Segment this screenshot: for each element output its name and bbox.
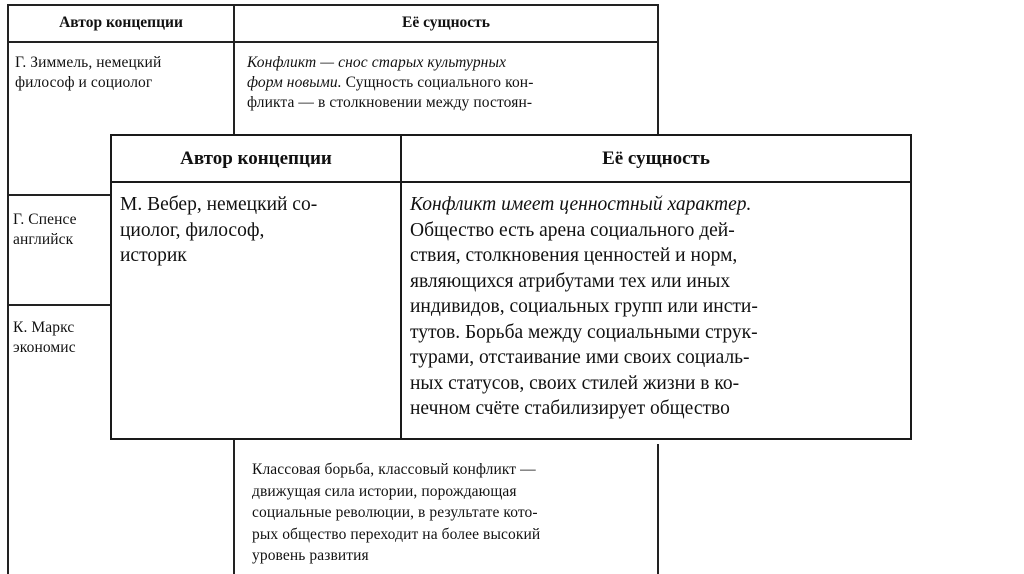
overlay-header-essence: Её сущность	[602, 148, 710, 169]
header-essence: Её сущность	[402, 14, 490, 31]
header-author: Автор концепции	[59, 14, 183, 31]
row3-author: К. Маркс экономис	[13, 319, 76, 356]
row2-author: Г. Спенсе английск	[13, 211, 77, 248]
header-divider	[7, 41, 659, 43]
table-border-right-lower	[657, 444, 659, 574]
row3-essence: Классовая борьба, классовый конфликт — движущая сила истории, порождающая социальные революции, в результате кото- рых общество переходит на более высокий уровень развития	[252, 461, 541, 564]
row1-author: Г. Зиммель, немецкий философ и социолог	[15, 54, 162, 91]
overlay-header-author: Автор концепции	[180, 148, 332, 169]
overlay-essence-cell: Конфликт имеет ценностный характер. Общество есть арена социального дей- ствия, столкновения ценностей и норм, являющихся атрибутами тех или иных индивидов, социальных групп или инсти- тутов. Борьба между социальными струк- турами, отстаивание ими своих социаль- ных статусов, своих стилей жизни в ко- нечном счёте стабилизирует общество	[410, 194, 758, 419]
table-border-left	[7, 4, 9, 574]
overlay-column-divider	[400, 136, 402, 438]
overlay-author-cell: М. Вебер, немецкий со- циолог, философ, историк	[120, 194, 318, 266]
table-border-top	[7, 4, 659, 6]
table-border-right	[657, 4, 659, 134]
overlay-table	[110, 134, 912, 440]
row1-essence: Конфликт — снос старых культурных форм новыми. Сущность социального кон- фликта — в столкновении между постоян-	[247, 54, 534, 111]
